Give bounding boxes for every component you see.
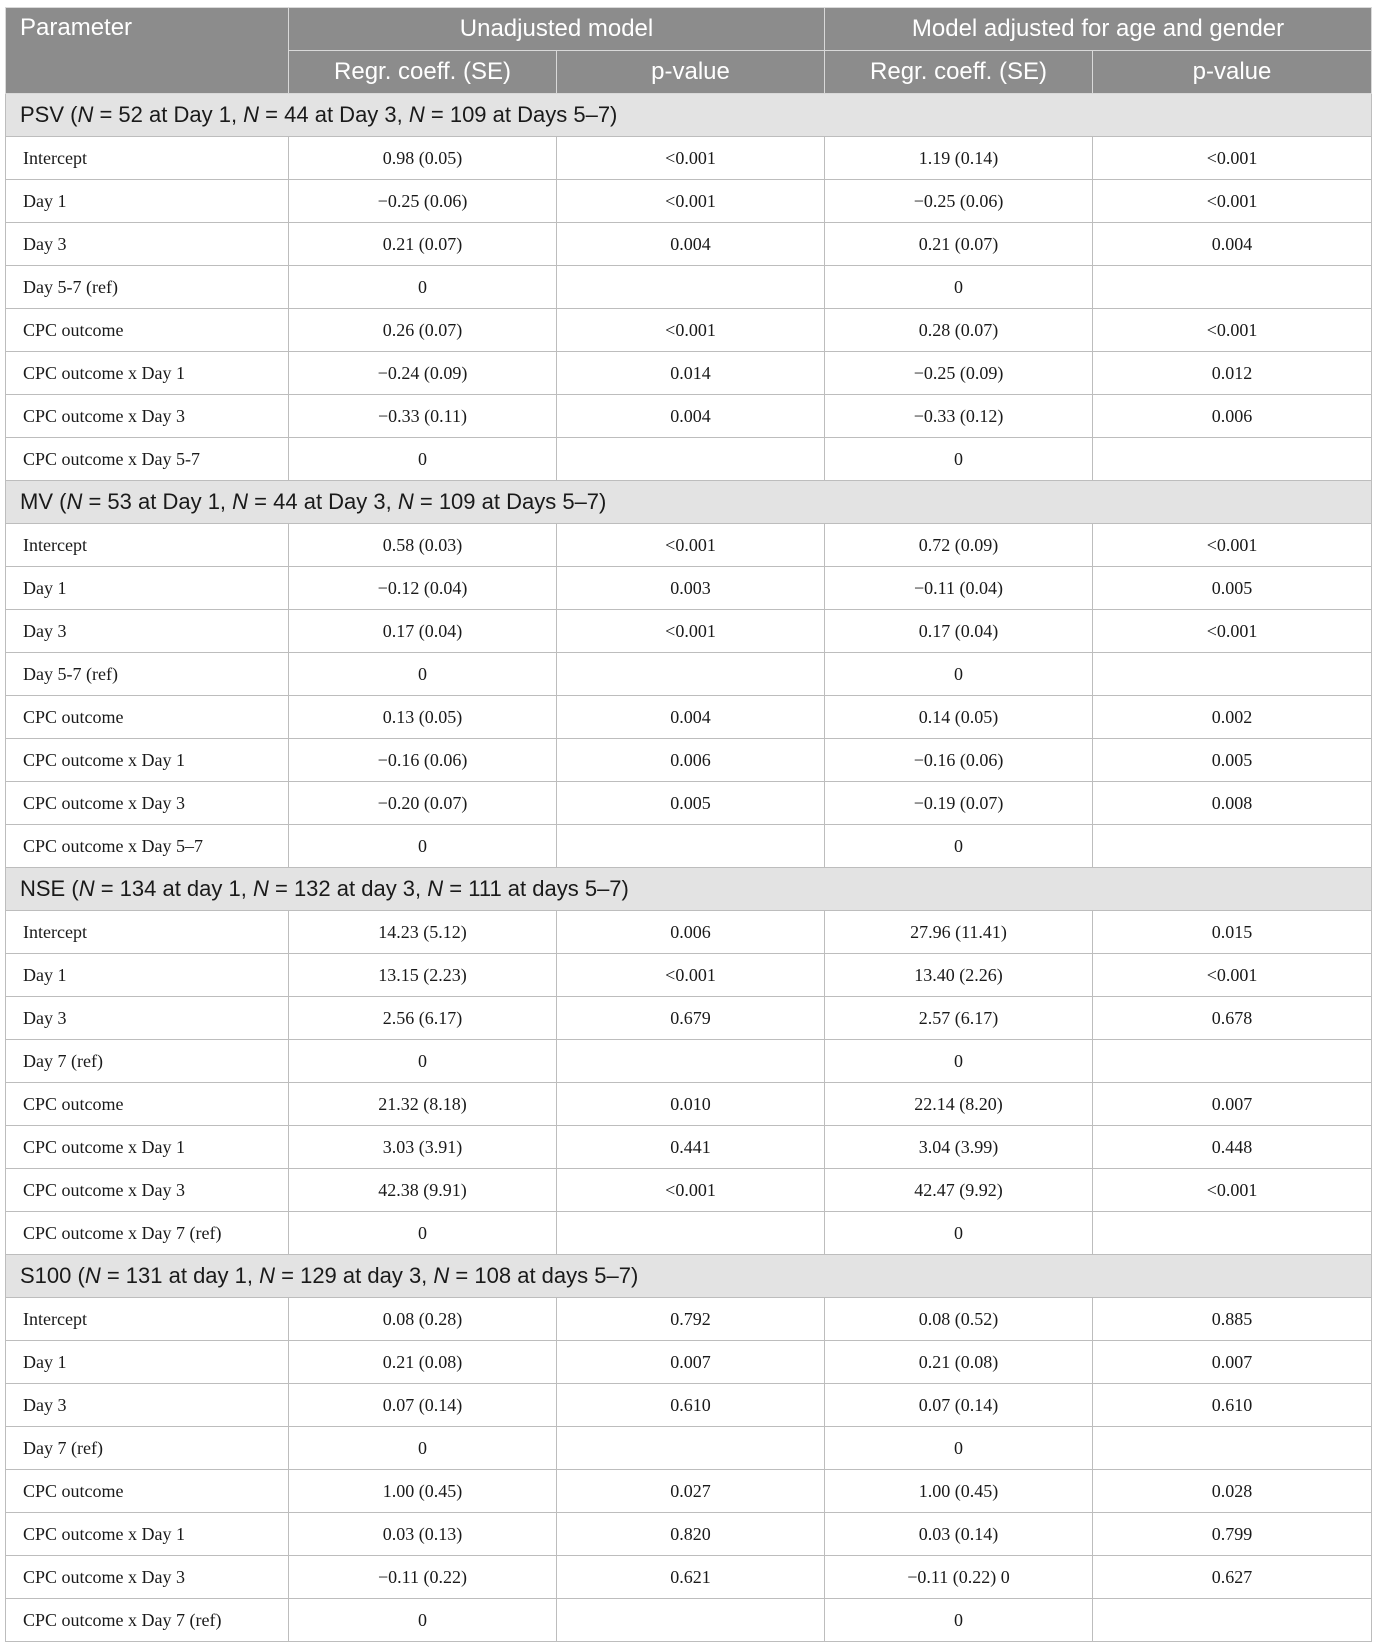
adjusted-pvalue-cell: 0.007 [1093,1083,1372,1126]
section-title-text: = 53 at Day 1, [82,489,233,514]
adjusted-coef-cell: 0.07 (0.14) [825,1384,1093,1427]
adjusted-coef-cell: 2.57 (6.17) [825,997,1093,1040]
sample-size-symbol: N [259,1263,276,1288]
section-header-row [6,1255,1372,1298]
adjusted-coef-cell: 0 [825,825,1093,868]
adjusted-pvalue-cell [1093,1599,1372,1642]
table-row [6,223,1372,266]
sample-size-symbol: N [243,102,260,127]
parameter-cell: Intercept [6,524,289,567]
unadjusted-pvalue-cell: 0.441 [557,1126,825,1169]
table-row [6,1599,1372,1642]
table-row [6,911,1372,954]
adjusted-coef-cell: 0 [825,1599,1093,1642]
parameter-cell: Day 1 [6,567,289,610]
adjusted-coef-cell: 27.96 (11.41) [825,911,1093,954]
unadjusted-pvalue-cell: <0.001 [557,137,825,180]
unadjusted-pvalue-cell: <0.001 [557,610,825,653]
unadjusted-coef-cell: 0.13 (0.05) [289,696,557,739]
adjusted-coef-cell: 22.14 (8.20) [825,1083,1093,1126]
parameter-cell: Day 1 [6,1341,289,1384]
adjusted-pvalue-cell: 0.885 [1093,1298,1372,1341]
adjusted-pvalue-cell: 0.678 [1093,997,1372,1040]
parameter-cell: CPC outcome [6,1083,289,1126]
section-title-text: S100 ( [20,1263,85,1288]
unadjusted-coef-cell: 0 [289,825,557,868]
unadjusted-pvalue-cell: 0.004 [557,223,825,266]
table-row [6,524,1372,567]
adjusted-coef-cell: 0 [825,1040,1093,1083]
table-row [6,782,1372,825]
parameter-cell: CPC outcome x Day 3 [6,1169,289,1212]
adjusted-coef-cell: 1.00 (0.45) [825,1470,1093,1513]
parameter-cell: CPC outcome [6,696,289,739]
header-adjusted-model: Model adjusted for age and gender [825,8,1372,51]
section-title-text: = 52 at Day 1, [93,102,244,127]
sample-size-symbol: N [252,876,269,901]
adjusted-coef-cell: 13.40 (2.26) [825,954,1093,997]
adjusted-pvalue-cell: 0.005 [1093,739,1372,782]
sample-size-symbol: N [84,1263,101,1288]
table-row [6,180,1372,223]
adjusted-pvalue-cell: <0.001 [1093,309,1372,352]
table-header [6,8,1372,94]
section-title [6,868,1372,911]
adjusted-coef-cell: 0 [825,266,1093,309]
section-title-text: = 129 at day 3, [275,1263,434,1288]
unadjusted-pvalue-cell [557,266,825,309]
adjusted-pvalue-cell: 0.007 [1093,1341,1372,1384]
unadjusted-coef-cell: 0.98 (0.05) [289,137,557,180]
section-title-text: NSE ( [20,876,79,901]
adjusted-coef-cell: 0 [825,438,1093,481]
unadjusted-coef-cell: 0 [289,1040,557,1083]
parameter-cell: Day 7 (ref) [6,1040,289,1083]
adjusted-pvalue-cell: <0.001 [1093,137,1372,180]
unadjusted-pvalue-cell: 0.621 [557,1556,825,1599]
table-row [6,1556,1372,1599]
table-row [6,653,1372,696]
adjusted-pvalue-cell [1093,1040,1372,1083]
parameter-cell: Day 5-7 (ref) [6,653,289,696]
unadjusted-coef-cell: 0.58 (0.03) [289,524,557,567]
unadjusted-pvalue-cell: 0.006 [557,911,825,954]
section-title-text: MV ( [20,489,67,514]
parameter-cell: CPC outcome [6,309,289,352]
parameter-cell: Day 3 [6,223,289,266]
unadjusted-pvalue-cell: 0.006 [557,739,825,782]
adjusted-pvalue-cell: <0.001 [1093,180,1372,223]
unadjusted-pvalue-cell: <0.001 [557,309,825,352]
adjusted-pvalue-cell: 0.012 [1093,352,1372,395]
table-row [6,997,1372,1040]
adjusted-coef-cell: 0.28 (0.07) [825,309,1093,352]
adjusted-coef-cell: 0.72 (0.09) [825,524,1093,567]
parameter-cell: Day 3 [6,1384,289,1427]
parameter-cell: Day 1 [6,180,289,223]
header-unadjusted-pvalue: p-value [557,51,825,94]
unadjusted-coef-cell: 0 [289,1427,557,1470]
unadjusted-pvalue-cell: 0.610 [557,1384,825,1427]
adjusted-pvalue-cell [1093,438,1372,481]
adjusted-pvalue-cell: <0.001 [1093,1169,1372,1212]
adjusted-pvalue-cell: 0.002 [1093,696,1372,739]
unadjusted-coef-cell: 14.23 (5.12) [289,911,557,954]
unadjusted-coef-cell: −0.12 (0.04) [289,567,557,610]
unadjusted-pvalue-cell [557,1427,825,1470]
adjusted-coef-cell: −0.19 (0.07) [825,782,1093,825]
section-title-text: = 131 at day 1, [100,1263,260,1288]
adjusted-coef-cell: 0 [825,653,1093,696]
adjusted-coef-cell: −0.25 (0.09) [825,352,1093,395]
unadjusted-pvalue-cell [557,1040,825,1083]
parameter-cell: CPC outcome x Day 3 [6,782,289,825]
table-row [6,1513,1372,1556]
unadjusted-coef-cell: 0.03 (0.13) [289,1513,557,1556]
adjusted-coef-cell: −0.16 (0.06) [825,739,1093,782]
table-row [6,1427,1372,1470]
section-title-text: = 134 at day 1, [94,876,253,901]
section-title [6,481,1372,524]
unadjusted-pvalue-cell: <0.001 [557,180,825,223]
unadjusted-pvalue-cell: 0.014 [557,352,825,395]
section-header-row [6,94,1372,137]
unadjusted-pvalue-cell: 0.004 [557,395,825,438]
table-row [6,696,1372,739]
table-row [6,1470,1372,1513]
table-row [6,1298,1372,1341]
unadjusted-pvalue-cell [557,825,825,868]
sample-size-symbol: N [408,102,425,127]
unadjusted-coef-cell: 0.26 (0.07) [289,309,557,352]
table-row [6,1384,1372,1427]
parameter-cell: Day 3 [6,610,289,653]
adjusted-pvalue-cell [1093,653,1372,696]
unadjusted-coef-cell: 42.38 (9.91) [289,1169,557,1212]
parameter-cell: CPC outcome x Day 3 [6,395,289,438]
section-title-text: = 109 at Days 5–7) [424,102,618,127]
header-unadjusted-coef: Regr. coeff. (SE) [289,51,557,94]
parameter-cell: Day 7 (ref) [6,1427,289,1470]
unadjusted-coef-cell: 2.56 (6.17) [289,997,557,1040]
header-parameter: Parameter [6,8,289,94]
adjusted-coef-cell: 0 [825,1212,1093,1255]
unadjusted-pvalue-cell: 0.792 [557,1298,825,1341]
results-table-container [5,7,1371,1642]
table-row [6,395,1372,438]
unadjusted-coef-cell: 13.15 (2.23) [289,954,557,997]
unadjusted-pvalue-cell: 0.007 [557,1341,825,1384]
table-row [6,825,1372,868]
unadjusted-pvalue-cell: 0.005 [557,782,825,825]
parameter-cell: Intercept [6,1298,289,1341]
unadjusted-pvalue-cell: 0.003 [557,567,825,610]
adjusted-pvalue-cell: <0.001 [1093,524,1372,567]
unadjusted-pvalue-cell [557,653,825,696]
sample-size-symbol: N [427,876,444,901]
adjusted-coef-cell: 42.47 (9.92) [825,1169,1093,1212]
parameter-cell: Day 1 [6,954,289,997]
parameter-cell: Intercept [6,911,289,954]
unadjusted-coef-cell: 0.08 (0.28) [289,1298,557,1341]
unadjusted-coef-cell: 0.17 (0.04) [289,610,557,653]
adjusted-pvalue-cell: 0.015 [1093,911,1372,954]
unadjusted-coef-cell: 0.21 (0.07) [289,223,557,266]
section-title-text: PSV ( [20,102,78,127]
adjusted-pvalue-cell [1093,266,1372,309]
unadjusted-coef-cell: −0.16 (0.06) [289,739,557,782]
section-title [6,1255,1372,1298]
adjusted-pvalue-cell [1093,1212,1372,1255]
unadjusted-pvalue-cell: 0.010 [557,1083,825,1126]
adjusted-coef-cell: −0.33 (0.12) [825,395,1093,438]
sample-size-symbol: N [433,1263,450,1288]
unadjusted-pvalue-cell [557,1599,825,1642]
sample-size-symbol: N [66,489,83,514]
adjusted-coef-cell: −0.11 (0.04) [825,567,1093,610]
adjusted-pvalue-cell: 0.448 [1093,1126,1372,1169]
table-row [6,1083,1372,1126]
unadjusted-pvalue-cell [557,438,825,481]
unadjusted-pvalue-cell: 0.004 [557,696,825,739]
table-row [6,610,1372,653]
parameter-cell: CPC outcome x Day 3 [6,1556,289,1599]
unadjusted-coef-cell: 0 [289,653,557,696]
adjusted-coef-cell: 0.08 (0.52) [825,1298,1093,1341]
unadjusted-pvalue-cell [557,1212,825,1255]
sample-size-symbol: N [397,489,414,514]
adjusted-pvalue-cell: 0.008 [1093,782,1372,825]
section-title-text: = 44 at Day 3, [248,489,398,514]
unadjusted-coef-cell: −0.20 (0.07) [289,782,557,825]
unadjusted-pvalue-cell: <0.001 [557,524,825,567]
sample-size-symbol: N [77,102,94,127]
adjusted-pvalue-cell: 0.627 [1093,1556,1372,1599]
section-title-text: = 111 at days 5–7) [443,876,629,901]
header-unadjusted-model: Unadjusted model [289,8,825,51]
parameter-cell: Day 5-7 (ref) [6,266,289,309]
table-row [6,309,1372,352]
table-row [6,1040,1372,1083]
regression-table [5,7,1372,1642]
table-row [6,1169,1372,1212]
unadjusted-coef-cell: 0.07 (0.14) [289,1384,557,1427]
section-title-text: = 109 at Days 5–7) [413,489,607,514]
unadjusted-coef-cell: 0 [289,266,557,309]
unadjusted-pvalue-cell: 0.820 [557,1513,825,1556]
parameter-cell: CPC outcome [6,1470,289,1513]
parameter-cell: CPC outcome x Day 5-7 [6,438,289,481]
adjusted-coef-cell: 0.21 (0.08) [825,1341,1093,1384]
parameter-cell: CPC outcome x Day 1 [6,352,289,395]
adjusted-coef-cell: 0.03 (0.14) [825,1513,1093,1556]
adjusted-pvalue-cell: 0.006 [1093,395,1372,438]
adjusted-pvalue-cell: 0.610 [1093,1384,1372,1427]
adjusted-pvalue-cell: 0.004 [1093,223,1372,266]
parameter-cell: CPC outcome x Day 7 (ref) [6,1599,289,1642]
table-row [6,954,1372,997]
parameter-cell: Day 3 [6,997,289,1040]
adjusted-pvalue-cell: <0.001 [1093,610,1372,653]
parameter-cell: CPC outcome x Day 7 (ref) [6,1212,289,1255]
section-title-text: = 108 at days 5–7) [449,1263,639,1288]
header-adjusted-pvalue: p-value [1093,51,1372,94]
unadjusted-coef-cell: −0.11 (0.22) [289,1556,557,1599]
adjusted-pvalue-cell [1093,825,1372,868]
section-header-row [6,868,1372,911]
unadjusted-coef-cell: −0.24 (0.09) [289,352,557,395]
unadjusted-coef-cell: −0.25 (0.06) [289,180,557,223]
unadjusted-coef-cell: 3.03 (3.91) [289,1126,557,1169]
table-row [6,137,1372,180]
table-row [6,352,1372,395]
section-title [6,94,1372,137]
table-row [6,739,1372,782]
table-row [6,266,1372,309]
parameter-cell: CPC outcome x Day 5–7 [6,825,289,868]
unadjusted-coef-cell: 21.32 (8.18) [289,1083,557,1126]
table-row [6,567,1372,610]
table-row [6,1341,1372,1384]
section-title-text: = 132 at day 3, [268,876,428,901]
sample-size-symbol: N [78,876,95,901]
unadjusted-coef-cell: −0.33 (0.11) [289,395,557,438]
adjusted-coef-cell: −0.25 (0.06) [825,180,1093,223]
unadjusted-coef-cell: 0 [289,1599,557,1642]
adjusted-coef-cell: −0.11 (0.22) 0 [825,1556,1093,1599]
sample-size-symbol: N [232,489,249,514]
unadjusted-pvalue-cell: 0.679 [557,997,825,1040]
adjusted-pvalue-cell: <0.001 [1093,954,1372,997]
adjusted-pvalue-cell: 0.799 [1093,1513,1372,1556]
unadjusted-coef-cell: 0 [289,1212,557,1255]
unadjusted-pvalue-cell: 0.027 [557,1470,825,1513]
unadjusted-coef-cell: 0 [289,438,557,481]
parameter-cell: CPC outcome x Day 1 [6,1126,289,1169]
unadjusted-pvalue-cell: <0.001 [557,1169,825,1212]
section-header-row [6,481,1372,524]
adjusted-coef-cell: 1.19 (0.14) [825,137,1093,180]
section-title-text: = 44 at Day 3, [259,102,409,127]
unadjusted-coef-cell: 1.00 (0.45) [289,1470,557,1513]
table-body [6,94,1372,1642]
parameter-cell: CPC outcome x Day 1 [6,1513,289,1556]
adjusted-coef-cell: 0.14 (0.05) [825,696,1093,739]
adjusted-pvalue-cell [1093,1427,1372,1470]
adjusted-pvalue-cell: 0.028 [1093,1470,1372,1513]
table-row [6,1212,1372,1255]
header-adjusted-coef: Regr. coeff. (SE) [825,51,1093,94]
adjusted-coef-cell: 3.04 (3.99) [825,1126,1093,1169]
unadjusted-coef-cell: 0.21 (0.08) [289,1341,557,1384]
adjusted-coef-cell: 0 [825,1427,1093,1470]
unadjusted-pvalue-cell: <0.001 [557,954,825,997]
adjusted-coef-cell: 0.21 (0.07) [825,223,1093,266]
table-row [6,438,1372,481]
adjusted-coef-cell: 0.17 (0.04) [825,610,1093,653]
parameter-cell: Intercept [6,137,289,180]
adjusted-pvalue-cell: 0.005 [1093,567,1372,610]
table-row [6,1126,1372,1169]
parameter-cell: CPC outcome x Day 1 [6,739,289,782]
